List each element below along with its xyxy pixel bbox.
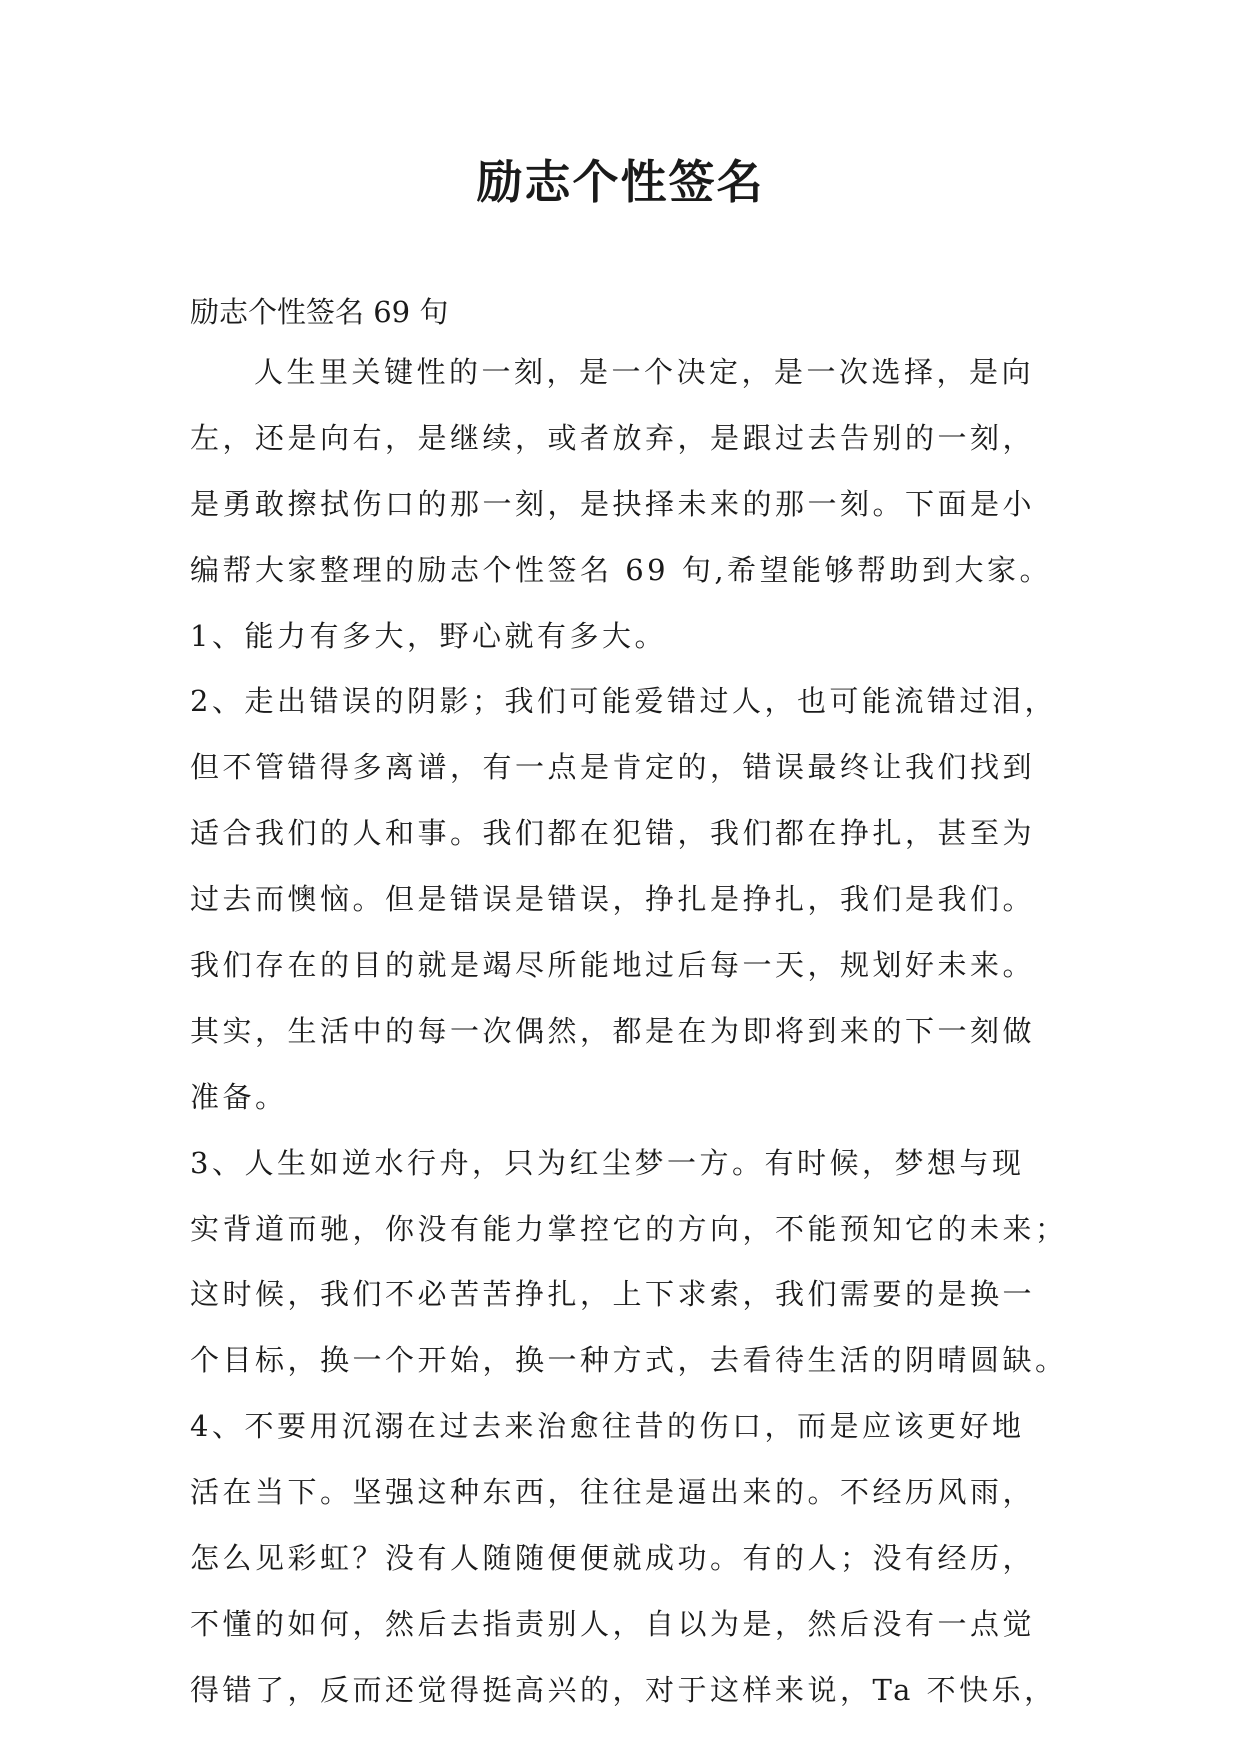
text-line: 4、不要用沉溺在过去来治愈往昔的伤口，而是应该更好地 xyxy=(190,1409,1025,1444)
text-line: 是勇敢擦拭伤口的那一刻，是抉择未来的那一刻。下面是小 xyxy=(190,486,1036,521)
body-text xyxy=(190,350,1070,1734)
text-line: 其实，生活中的每一次偶然，都是在为即将到来的下一刻做 xyxy=(190,1013,1036,1048)
text-line: 适合我们的人和事。我们都在犯错，我们都在挣扎，甚至为 xyxy=(190,816,1036,851)
text-line: 这时候，我们不必苦苦挣扎，上下求索，我们需要的是换一 xyxy=(190,1277,1036,1312)
text-line: 活在当下。坚强这种东西，往往是逼出来的。不经历风雨， xyxy=(190,1475,1036,1510)
text-line: 2、走出错误的阴影；我们可能爱错过人，也可能流错过泪， xyxy=(190,684,1057,719)
text-line: 人生里关键性的一刻，是一个决定，是一次选择，是向 xyxy=(254,355,1035,389)
text-line: 得错了，反而还觉得挺高兴的，对于这样来说，Ta 不快乐， xyxy=(190,1672,1057,1707)
text-line: 实背道而驰，你没有能力掌控它的方向，不能预知它的未来； xyxy=(190,1211,1068,1246)
text-line: 怎么见彩虹？没有人随随便便就成功。有的人；没有经历， xyxy=(190,1541,1036,1576)
document-subtitle: 励志个性签名 69 句 xyxy=(190,295,449,329)
text-line: 我们存在的目的就是竭尽所能地过后每一天，规划好未来。 xyxy=(190,948,1036,983)
text-line: 3、人生如逆水行舟，只为红尘梦一方。有时候，梦想与现 xyxy=(190,1145,1025,1180)
text-line: 准备。 xyxy=(190,1079,288,1114)
text-line: 左，还是向右，是继续，或者放弃，是跟过去告别的一刻， xyxy=(190,420,1036,455)
text-line: 1、能力有多大，野心就有多大。 xyxy=(190,618,667,653)
text-line: 但不管错得多离谱，有一点是肯定的，错误最终让我们找到 xyxy=(190,750,1036,785)
text-line: 个目标，换一个开始，换一种方式，去看待生活的阴晴圆缺。 xyxy=(190,1343,1068,1378)
text-line: 过去而懊恼。但是错误是错误，挣扎是挣扎，我们是我们。 xyxy=(190,882,1036,917)
document-title: 励志个性签名 xyxy=(476,155,765,209)
text-line: 不懂的如何，然后去指责别人，自以为是，然后没有一点觉 xyxy=(190,1606,1036,1641)
text-line: 编帮大家整理的励志个性签名 69 句,希望能够帮助到大家。 xyxy=(190,552,1053,587)
